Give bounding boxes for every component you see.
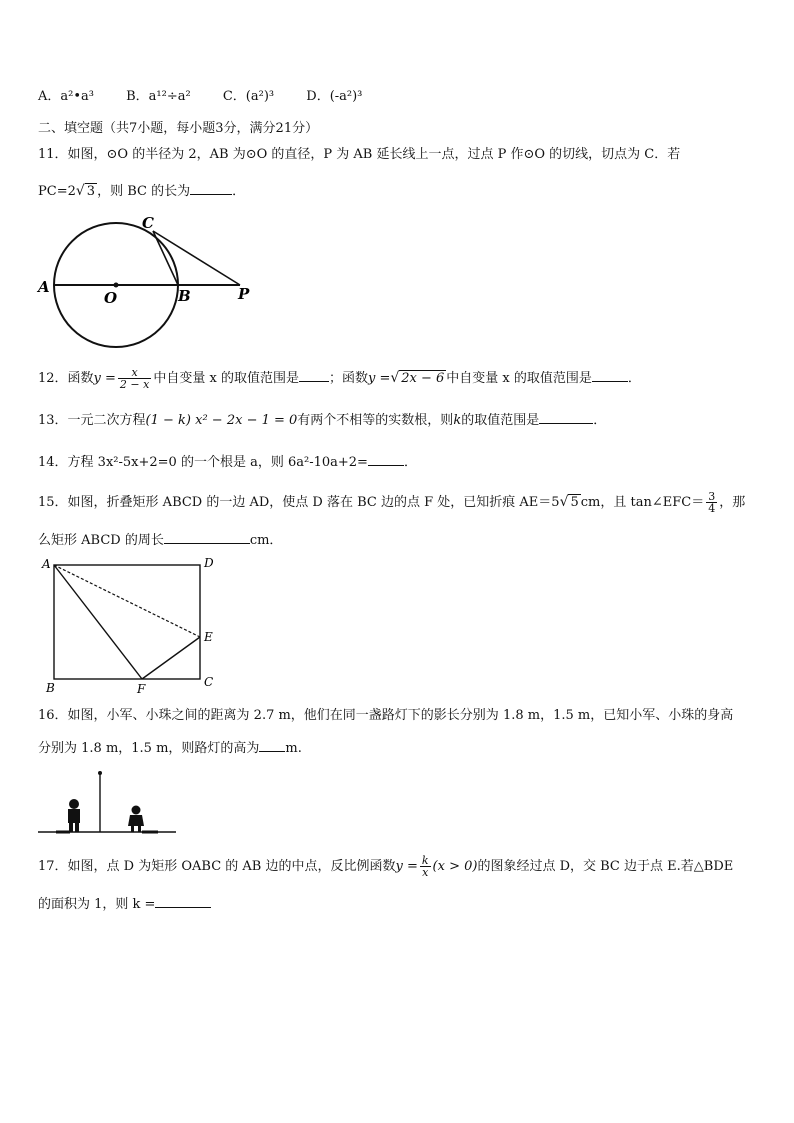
q17-prefix: 17．如图，点 D 为矩形 OABC 的 AB 边的中点，反比例函数 [38, 859, 396, 874]
q13-blank[interactable] [539, 411, 593, 424]
q11-line2 [38, 182, 245, 201]
q17-line2-text: 的面积为 1，则 k = [38, 897, 156, 912]
q17-line1 [38, 855, 733, 879]
label-o: O [104, 289, 118, 307]
q12-sep: ；函数 [328, 371, 368, 386]
q11-pc-sqrt: 3 [86, 184, 96, 199]
q16-blank[interactable] [259, 739, 285, 752]
label-a: A [38, 278, 50, 296]
sqrt-sign: √ [390, 370, 400, 386]
line-fe [142, 637, 200, 679]
label-a: A [42, 557, 51, 571]
q15-blank[interactable] [164, 531, 250, 544]
fold-ae [54, 565, 200, 637]
q15-fraction [706, 491, 717, 514]
q12-frac-num: x [118, 367, 151, 379]
person-xiaojun-icon [68, 799, 80, 832]
option-d: D．(-a²)³ [306, 89, 363, 104]
q17-y: y = [395, 859, 418, 874]
options-row [38, 88, 390, 106]
q15-frac-num: 3 [708, 490, 716, 503]
label-d: D [204, 556, 214, 570]
q16-line1: 16．如图，小军、小珠之间的距离为 2.7 m，他们在同一盏路灯下的影长分别为 1.8 m，1.5 m，已知小军、小珠的身高 [38, 708, 734, 723]
q15-unit: cm，且 tan∠EFC＝ [580, 495, 705, 510]
q11-pc-prefix: PC=2 [38, 184, 76, 199]
q16-line2 [38, 739, 302, 758]
q14-text: 14．方程 3x²-5x+2=0 的一个根是 a，则 6a²-10a+2= [38, 455, 368, 470]
q13-end: ． [593, 413, 607, 428]
q11-answer-blank[interactable] [190, 182, 232, 195]
q13-tail: 的取值范围是 [461, 413, 540, 428]
q12-prefix: 12．函数 [38, 371, 94, 386]
rect-abcd [54, 565, 200, 679]
q12-mid2: 中自变量 x 的取值范围是 [446, 371, 592, 386]
q17-cond: (x > 0) [432, 859, 478, 874]
point-o [114, 283, 119, 288]
option-b: B．a¹²÷a² [126, 89, 191, 104]
q17-blank[interactable] [155, 895, 211, 908]
option-c: C．(a²)³ [222, 89, 275, 104]
q11-pc-suffix: ，则 BC 的长为 [97, 184, 191, 199]
label-f: F [137, 682, 146, 695]
q14-blank[interactable] [368, 453, 404, 466]
person-xiaozhu-icon [128, 806, 144, 833]
q17-mid: 的图象经过点 D，交 BC 边于点 E.若△BDE [477, 859, 734, 874]
section-heading: 二、填空题（共7小题，每小题3分，满分21分） [38, 121, 319, 136]
q12-y1: y = [93, 371, 116, 386]
q15-prefix: 15．如图，折叠矩形 ABCD 的一边 AD，使点 D 落在 BC 边的点 F 处，已知折痕 AE＝5 [38, 495, 560, 510]
q14-line [38, 453, 417, 472]
q13-mid: 有两个不相等的实数根，则 [297, 413, 454, 428]
q17-line2 [38, 895, 211, 914]
q15-line2-text: 么矩形 ABCD 的周长 [38, 533, 164, 548]
q13-prefix: 13．一元二次方程 [38, 413, 146, 428]
q11-circle-figure [30, 210, 270, 350]
q11-line1: 11．如图，⊙O 的半径为 2，AB 为⊙O 的直径，P 为 AB 延长线上一点，过点 P 作⊙O 的切线，切点为 C．若 [38, 147, 681, 162]
q12-fraction [118, 367, 151, 390]
lamp-icon [98, 771, 102, 775]
q13-k: k [453, 413, 462, 428]
q12-mid1: 中自变量 x 的取值范围是 [153, 371, 299, 386]
q11-end: ． [232, 184, 246, 199]
q15-sqrt: 5 [570, 495, 579, 510]
q12-frac-den: 2 − x [119, 378, 150, 391]
q14-end: ． [403, 455, 417, 470]
q12-end: ． [627, 371, 641, 386]
label-b: B [46, 681, 55, 695]
q13-line [38, 411, 606, 430]
q13-equation: (1 − k) x² − 2x − 1 = 0 [145, 413, 298, 428]
q17-fraction [420, 855, 431, 878]
q15-frac-den: 4 [708, 502, 716, 515]
q15-line2 [38, 531, 282, 550]
label-c: C [204, 675, 214, 689]
q15-rectangle-figure [38, 555, 228, 695]
q15-line1 [38, 490, 745, 515]
label-c: C [142, 214, 154, 232]
q12-radicand: 2x − 6 [401, 371, 445, 386]
label-e: E [204, 630, 213, 644]
q15-tail: ，那 [719, 495, 746, 510]
q12-blank2[interactable] [592, 369, 628, 382]
sqrt-sign: √ [75, 183, 85, 199]
q16-streetlight-figure [36, 768, 186, 838]
label-p: P [238, 285, 250, 303]
option-a: A．a²•a³ [38, 89, 94, 104]
q17-frac-den: x [422, 866, 429, 879]
q12-line [38, 366, 641, 391]
label-b: B [178, 287, 191, 305]
q17-frac-num: k [421, 854, 429, 867]
q16-line2-end: m. [285, 741, 302, 756]
q16-line2-text: 分别为 1.8 m，1.5 m，则路灯的高为 [38, 741, 260, 756]
sqrt-sign: √ [559, 494, 569, 510]
q12-y2: y = [367, 371, 391, 386]
q12-blank1[interactable] [299, 369, 329, 382]
line-af [54, 565, 142, 679]
q15-line2-end: cm． [249, 533, 283, 548]
